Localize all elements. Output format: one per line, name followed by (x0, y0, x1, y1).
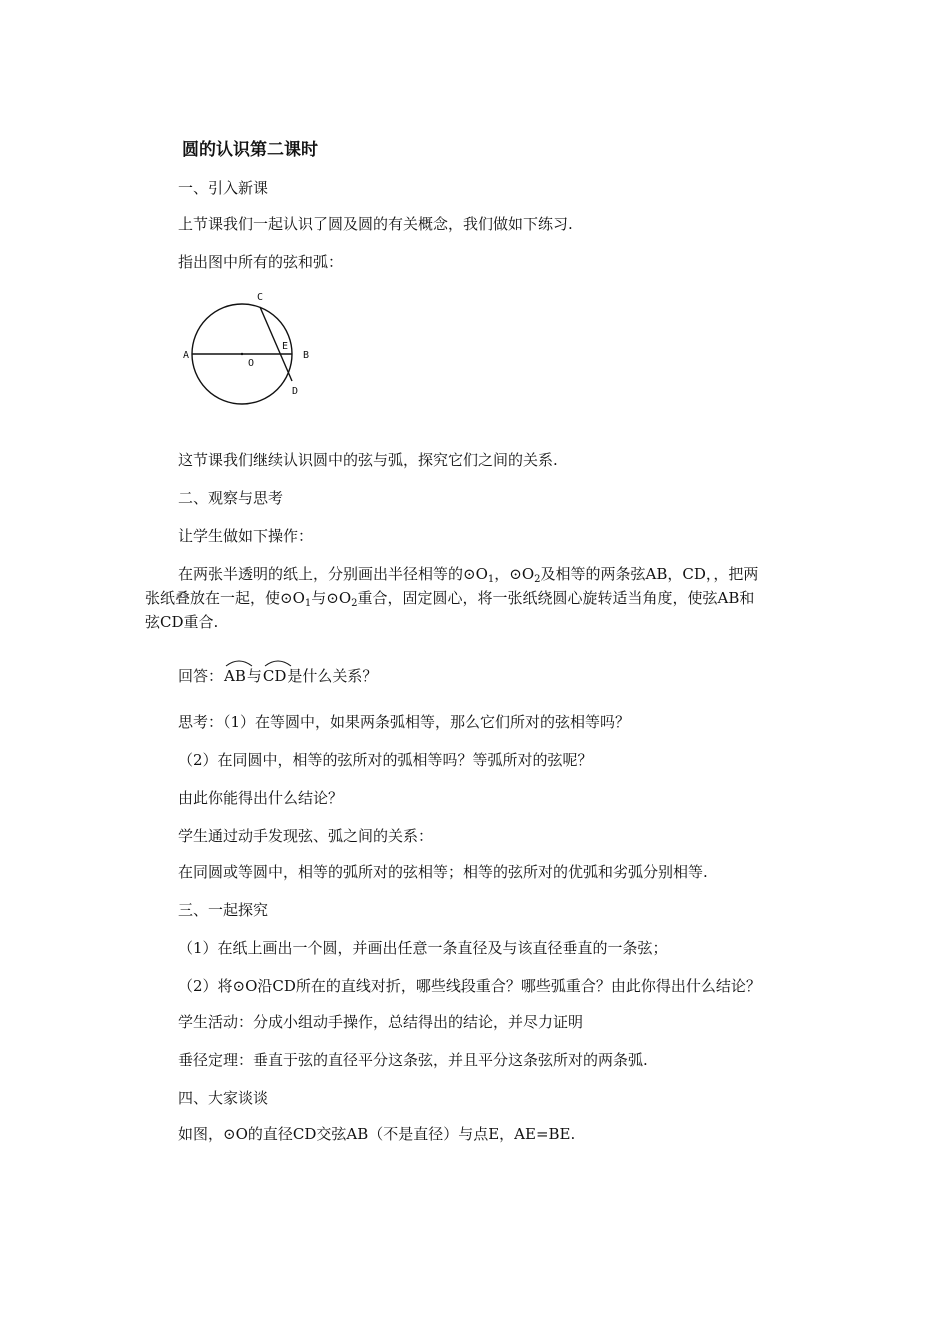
arc-mark-icon (224, 656, 254, 668)
arc-ab (224, 660, 246, 686)
paragraph: 让学生做如下操作： (178, 527, 314, 545)
text-run: 与 (246, 667, 262, 685)
label-d: D (292, 386, 299, 397)
paragraph: （2）在同圆中，相等的弦所对的弧相等吗？等弧所对的弦呢？ (178, 751, 593, 769)
paragraph: 垂径定理：垂直于弦的直径平分这条弦，并且平分这条弦所对的两条弧. (178, 1051, 648, 1069)
text-run: 是什么关系？ (287, 667, 378, 685)
paragraph-line (145, 588, 754, 608)
text-run: 重合，固定圆心，将一张纸绕圆心旋转适当角度，使弦AB和 (357, 589, 755, 607)
page-title: 圆的认识第二课时 (182, 140, 318, 160)
section-heading-3: 三、一起探究 (178, 901, 269, 919)
section-heading-4: 四、大家谈谈 (178, 1089, 269, 1107)
text-run: 张纸叠放在一起，使⊙O (145, 589, 305, 607)
paragraph: （2）将⊙O沿CD所在的直线对折，哪些线段重合？哪些弧重合？由此你得出什么结论？ (178, 977, 761, 995)
label-c: C (257, 292, 264, 303)
label-b: B (303, 350, 310, 361)
text-run: ，⊙O (494, 565, 535, 583)
paragraph: 学生通过动手发现弦、弧之间的关系： (178, 827, 434, 845)
arc-label: CD (262, 667, 287, 685)
arc-mark-icon (263, 656, 293, 668)
text-run: 回答： (178, 667, 224, 685)
text-run: 在两张半透明的纸上，分别画出半径相等的⊙O (178, 565, 488, 583)
text-run: 与⊙O (311, 589, 352, 607)
label-o: O (248, 358, 255, 369)
paragraph-line (178, 564, 758, 584)
paragraph: 指出图中所有的弦和弧： (178, 253, 344, 271)
paragraph: （1）在纸上画出一个圆，并画出任意一条直径及与该直径垂直的一条弦； (178, 939, 668, 957)
paragraph: 如图，⊙O的直径CD交弦AB（不是直径）与点E，AE=BE. (178, 1125, 576, 1143)
section-heading-1: 一、引入新课 (178, 179, 269, 197)
center-point (241, 353, 243, 355)
arc-cd (263, 660, 287, 686)
circle-chord-figure (183, 286, 326, 406)
answer-line (178, 660, 377, 686)
paragraph: 思考：（1）在等圆中，如果两条弧相等，那么它们所对的弦相等吗？ (178, 713, 631, 731)
label-e: E (282, 341, 289, 352)
paragraph-line: 弦CD重合. (145, 613, 219, 631)
subscript: 1 (487, 574, 495, 585)
paragraph: 这节课我们继续认识圆中的弦与弧，探究它们之间的关系. (178, 451, 558, 469)
subscript: 1 (304, 598, 312, 609)
subscript: 2 (351, 598, 358, 609)
subscript: 2 (534, 574, 541, 585)
paragraph: 在同圆或等圆中，相等的弧所对的弦相等；相等的弦所对的优弧和劣弧分别相等. (178, 863, 708, 881)
paragraph: 学生活动：分成小组动手操作，总结得出的结论，并尽力证明 (178, 1013, 584, 1031)
text-run: 及相等的两条弦AB，CD，，把两 (540, 565, 759, 583)
arc-label: AB (224, 667, 246, 685)
paragraph: 上节课我们一起认识了圆及圆的有关概念，我们做如下练习. (178, 215, 573, 233)
paragraph: 由此你能得出什么结论？ (178, 789, 344, 807)
label-a: A (183, 350, 190, 361)
section-heading-2: 二、观察与思考 (178, 489, 284, 507)
